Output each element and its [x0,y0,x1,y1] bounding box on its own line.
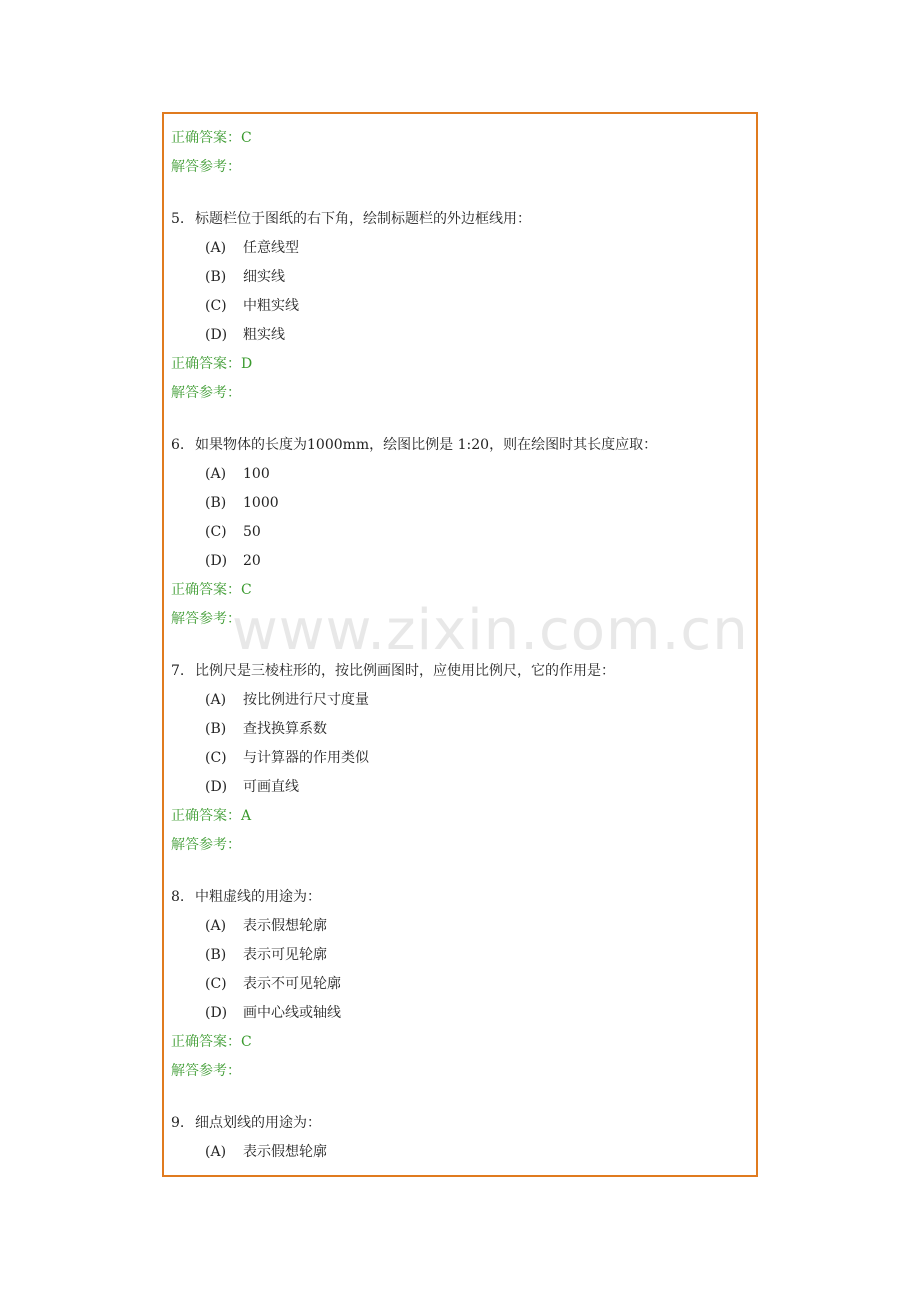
question-9 [171,1113,756,1142]
option-letter: (D) [205,779,228,795]
option-b [171,719,756,748]
option-text: 1000 [243,495,279,511]
option-c [171,974,756,1003]
spacer [171,412,756,435]
answer-value: C [241,130,252,146]
answer-label: 正确答案： [171,356,241,372]
question-number: 6. [171,437,185,453]
option-letter: (C) [205,298,227,314]
reference-line [171,835,756,864]
question-text: 标题栏位于图纸的右下角，绘制标题栏的外边框线用： [195,211,531,227]
question-text: 中粗虚线的用途为： [195,889,321,905]
document-frame [162,112,758,1177]
option-a [171,464,756,493]
option-letter: (A) [205,918,227,934]
watermark: www.zixin.com.cn [232,598,749,663]
document-content [164,114,756,1171]
option-d [171,551,756,580]
option-a [171,1142,756,1171]
question-number: 5. [171,211,185,227]
answer-label: 正确答案： [171,582,241,598]
answer-value: C [241,1034,252,1050]
option-text: 中粗实线 [243,298,299,314]
reference-line [171,609,756,638]
question-text: 如果物体的长度为1000mm，绘图比例是 1:20，则在绘图时其长度应取： [195,437,658,453]
option-a [171,690,756,719]
answer-line [171,1032,756,1061]
question-text: 细点划线的用途为： [195,1115,321,1131]
option-text: 表示假想轮廓 [243,1144,327,1160]
option-text: 与计算器的作用类似 [243,750,369,766]
option-b [171,945,756,974]
answer-line [171,580,756,609]
option-b [171,493,756,522]
question-6 [171,435,756,464]
answer-line [171,128,756,157]
spacer [171,638,756,661]
option-c [171,748,756,777]
option-text: 表示假想轮廓 [243,918,327,934]
option-text: 可画直线 [243,779,299,795]
option-b [171,267,756,296]
option-text: 按比例进行尺寸度量 [243,692,369,708]
option-letter: (B) [205,269,227,285]
reference-line [171,157,756,186]
option-d [171,325,756,354]
option-letter: (D) [205,327,228,343]
option-letter: (B) [205,495,227,511]
option-text: 表示可见轮廓 [243,947,327,963]
question-7 [171,661,756,690]
option-c [171,296,756,325]
spacer [171,186,756,209]
option-letter: (B) [205,721,227,737]
option-letter: (B) [205,947,227,963]
reference-label: 解答参考： [171,611,241,627]
option-a [171,916,756,945]
option-letter: (C) [205,750,227,766]
option-letter: (C) [205,976,227,992]
question-8 [171,887,756,916]
answer-line [171,806,756,835]
reference-label: 解答参考： [171,159,241,175]
answer-label: 正确答案： [171,1034,241,1050]
question-number: 9. [171,1115,185,1131]
option-text: 查找换算系数 [243,721,327,737]
question-number: 8. [171,889,185,905]
spacer [171,1090,756,1113]
option-d [171,777,756,806]
reference-label: 解答参考： [171,1063,241,1079]
option-a [171,238,756,267]
option-text: 画中心线或轴线 [243,1005,341,1021]
answer-value: C [241,582,252,598]
option-letter: (A) [205,692,227,708]
question-5 [171,209,756,238]
answer-label: 正确答案： [171,130,241,146]
answer-line [171,354,756,383]
option-letter: (D) [205,1005,228,1021]
option-text: 100 [243,466,270,482]
option-text: 20 [243,553,261,569]
option-letter: (C) [205,524,227,540]
option-text: 细实线 [243,269,285,285]
option-text: 任意线型 [243,240,299,256]
option-d [171,1003,756,1032]
option-text: 50 [243,524,261,540]
option-letter: (A) [205,240,227,256]
reference-label: 解答参考： [171,385,241,401]
option-letter: (D) [205,553,228,569]
question-text: 比例尺是三棱柱形的，按比例画图时，应使用比例尺，它的作用是： [195,663,615,679]
answer-value: D [241,356,253,372]
question-number: 7. [171,663,185,679]
reference-label: 解答参考： [171,837,241,853]
spacer [171,864,756,887]
option-text: 表示不可见轮廓 [243,976,341,992]
reference-line [171,383,756,412]
option-letter: (A) [205,466,227,482]
reference-line [171,1061,756,1090]
answer-value: A [241,808,252,824]
option-letter: (A) [205,1144,227,1160]
option-text: 粗实线 [243,327,285,343]
answer-label: 正确答案： [171,808,241,824]
option-c [171,522,756,551]
